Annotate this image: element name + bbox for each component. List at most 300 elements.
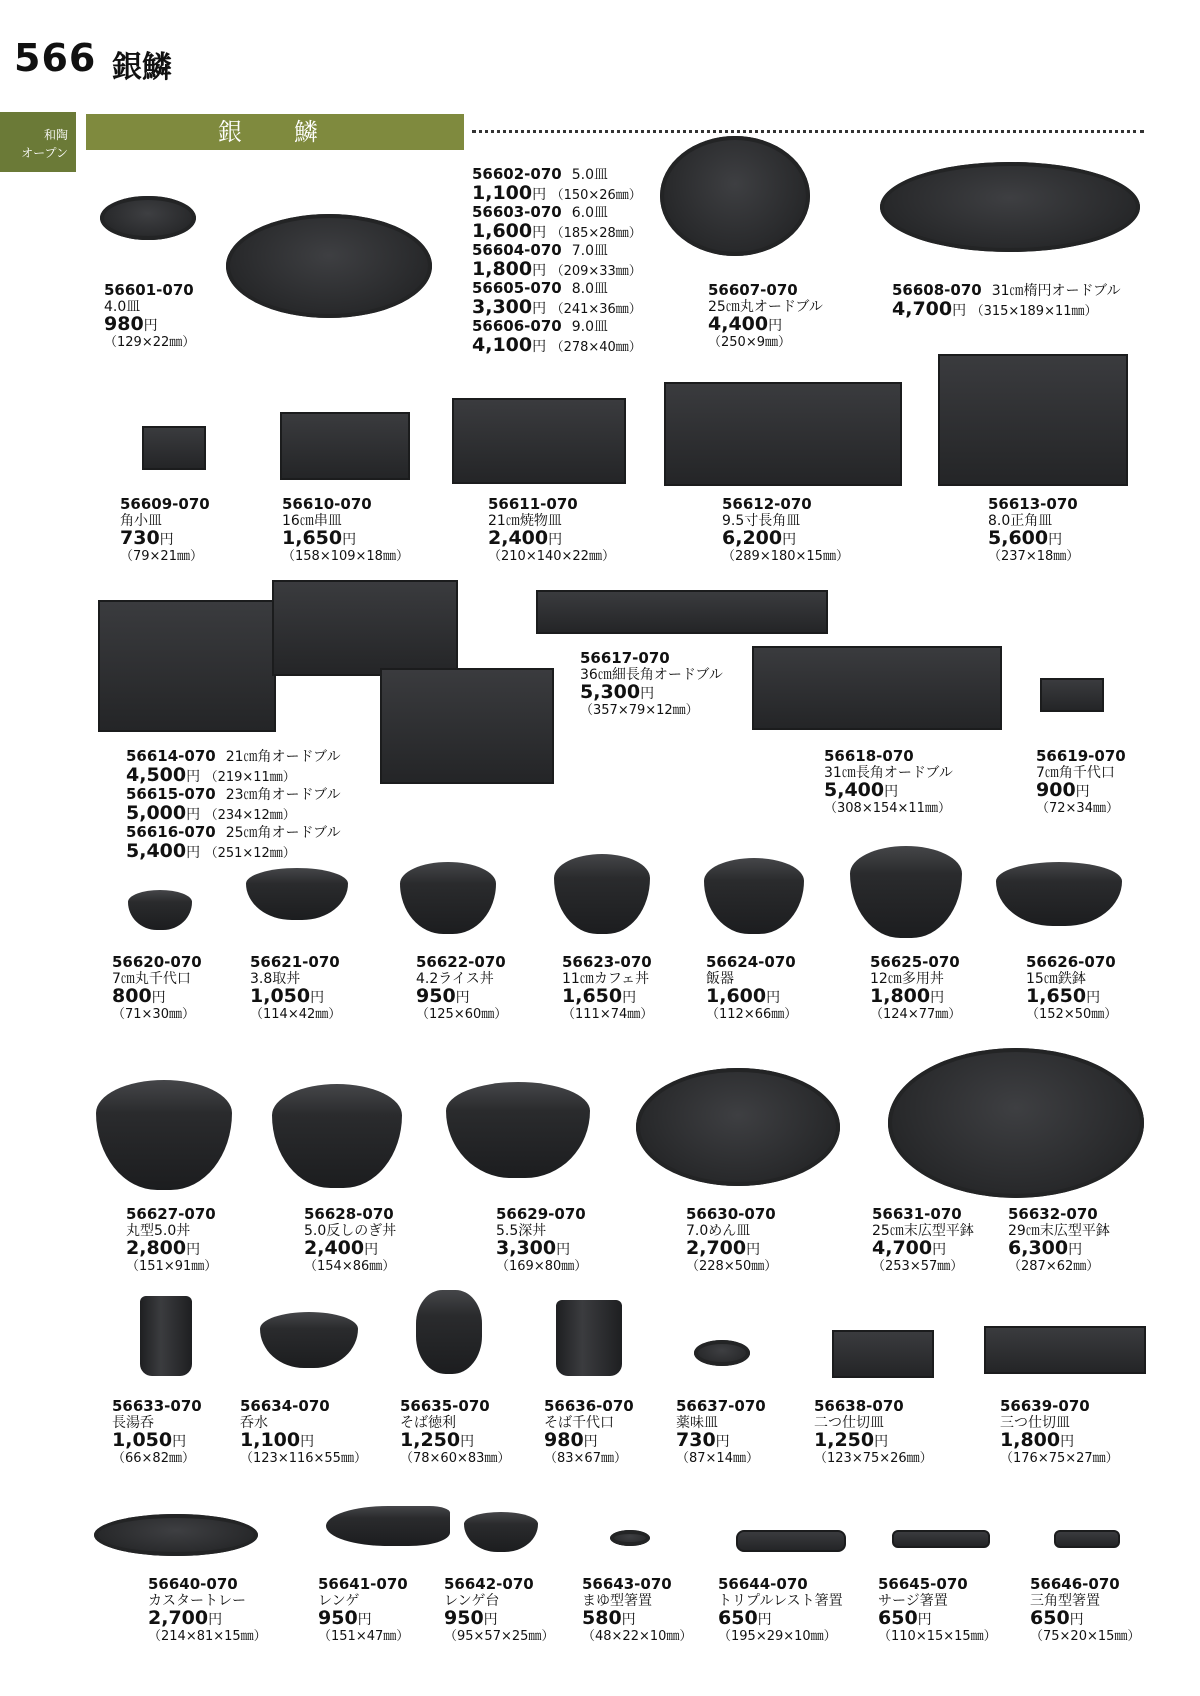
item-56636 bbox=[544, 1398, 634, 1467]
item-dim: （209×33㎜） bbox=[550, 263, 642, 279]
item-price: 4,100 bbox=[472, 333, 533, 356]
item-currency: 円 bbox=[746, 1242, 761, 1258]
item-dim: （308×154×11㎜） bbox=[824, 800, 951, 816]
item-name: カスタートレー bbox=[148, 1592, 246, 1609]
item-56634 bbox=[240, 1398, 367, 1467]
item-dim: （357×79×12㎜） bbox=[580, 702, 699, 718]
item-56630 bbox=[686, 1206, 777, 1275]
item-dim: （112×66㎜） bbox=[706, 1006, 798, 1022]
item-dim: （241×36㎜） bbox=[550, 301, 642, 317]
item-56601 bbox=[104, 282, 195, 351]
item-price: 1,100 bbox=[240, 1429, 301, 1451]
item-dim: （158×109×18㎜） bbox=[282, 548, 409, 564]
product-image-56645 bbox=[892, 1530, 990, 1548]
item-currency: 円 bbox=[159, 532, 174, 548]
item-currency: 円 bbox=[768, 318, 783, 334]
item-currency: 円 bbox=[622, 990, 637, 1006]
item-56626 bbox=[1026, 954, 1117, 1023]
item-currency: 円 bbox=[532, 186, 547, 203]
item-dim: （150×26㎜） bbox=[550, 187, 642, 203]
item-56632 bbox=[1008, 1206, 1110, 1275]
item-currency: 円 bbox=[532, 338, 547, 355]
item-name: 5.0反しのぎ丼 bbox=[304, 1222, 397, 1239]
item-dim: （214×81×15㎜） bbox=[148, 1628, 267, 1644]
item-price: 1,800 bbox=[1000, 1429, 1061, 1451]
product-image-56641 bbox=[326, 1506, 450, 1546]
item-56625 bbox=[870, 954, 961, 1023]
item-name: 16㎝串皿 bbox=[282, 512, 342, 529]
product-image-56629 bbox=[446, 1082, 590, 1178]
item-code: 56610-070 bbox=[282, 495, 372, 513]
item-code: 56624-070 bbox=[706, 953, 796, 971]
product-image-56618 bbox=[752, 646, 1002, 730]
item-dim: （129×22㎜） bbox=[104, 334, 196, 350]
item-currency: 円 bbox=[766, 990, 781, 1006]
item-56624 bbox=[706, 954, 797, 1023]
item-currency: 円 bbox=[556, 1242, 571, 1258]
item-price: 1,250 bbox=[400, 1429, 461, 1451]
item-price: 1,800 bbox=[870, 985, 931, 1007]
item-name: 6.0皿 bbox=[571, 205, 608, 221]
item-56640 bbox=[148, 1576, 267, 1645]
item-group-56602-56606 bbox=[472, 166, 642, 356]
item-price: 5,000 bbox=[126, 801, 187, 824]
item-price: 650 bbox=[1030, 1607, 1070, 1629]
item-56610 bbox=[282, 496, 409, 565]
item-currency: 円 bbox=[310, 990, 325, 1006]
item-dim: （111×74㎜） bbox=[562, 1006, 654, 1022]
item-currency: 円 bbox=[640, 686, 655, 702]
item-price: 4,400 bbox=[708, 313, 769, 335]
item-price: 6,300 bbox=[1008, 1237, 1069, 1259]
item-price: 1,800 bbox=[472, 257, 533, 280]
item-name: 7.0めん皿 bbox=[686, 1222, 751, 1239]
item-code: 56619-070 bbox=[1036, 747, 1126, 765]
item-code: 56643-070 bbox=[582, 1575, 672, 1593]
item-currency: 円 bbox=[548, 532, 563, 548]
item-56633 bbox=[112, 1398, 202, 1467]
item-code: 56617-070 bbox=[580, 649, 670, 667]
item-price: 6,200 bbox=[722, 527, 783, 549]
item-currency: 円 bbox=[1068, 1242, 1083, 1258]
item-price: 950 bbox=[444, 1607, 484, 1629]
product-image-56620 bbox=[128, 890, 192, 930]
item-name: 25㎝角オードブル bbox=[225, 825, 341, 841]
item-code: 56628-070 bbox=[304, 1205, 394, 1223]
item-code: 56618-070 bbox=[824, 747, 914, 765]
item-code: 56606-070 bbox=[472, 317, 562, 335]
product-image-56639 bbox=[984, 1326, 1146, 1374]
item-currency: 円 bbox=[186, 768, 201, 785]
item-code: 56613-070 bbox=[988, 495, 1078, 513]
item-56623 bbox=[562, 954, 653, 1023]
item-name: 7.0皿 bbox=[571, 243, 608, 259]
item-currency: 円 bbox=[932, 1242, 947, 1258]
item-dim: （48×22×10㎜） bbox=[582, 1628, 693, 1644]
item-group-56614-56616 bbox=[126, 748, 341, 862]
item-price: 1,250 bbox=[814, 1429, 875, 1451]
item-price: 950 bbox=[416, 985, 456, 1007]
item-price: 2,400 bbox=[488, 527, 549, 549]
section-band: 銀 鱗 bbox=[86, 114, 464, 150]
product-image-56644 bbox=[736, 1530, 846, 1552]
item-56643 bbox=[582, 1576, 692, 1645]
item-name: 9.0皿 bbox=[571, 319, 608, 335]
item-price: 1,100 bbox=[472, 181, 533, 204]
item-code: 56615-070 bbox=[126, 785, 216, 803]
item-currency: 円 bbox=[1060, 1434, 1075, 1450]
item-name: 12㎝多用丼 bbox=[870, 970, 944, 987]
item-code: 56603-070 bbox=[472, 203, 562, 221]
product-image-56627 bbox=[96, 1080, 232, 1190]
item-name: 36㎝細長角オードブル bbox=[580, 666, 723, 683]
item-currency: 円 bbox=[782, 532, 797, 548]
item-price: 5,400 bbox=[126, 839, 187, 862]
item-dim: （250×9㎜） bbox=[708, 334, 791, 350]
product-image-56602-56606 bbox=[226, 214, 432, 318]
item-code: 56605-070 bbox=[472, 279, 562, 297]
item-price: 2,400 bbox=[304, 1237, 365, 1259]
product-image-56611 bbox=[452, 398, 626, 484]
item-dim: （87×14㎜） bbox=[676, 1450, 759, 1466]
product-image-56642 bbox=[464, 1512, 538, 1552]
item-dim: （278×40㎜） bbox=[550, 339, 642, 355]
item-code: 56614-070 bbox=[126, 747, 216, 765]
item-name: 21㎝角オードブル bbox=[225, 749, 341, 765]
item-dim: （125×60㎜） bbox=[416, 1006, 508, 1022]
item-currency: 円 bbox=[930, 990, 945, 1006]
item-name: 三角型箸置 bbox=[1030, 1592, 1100, 1609]
product-image-56640 bbox=[94, 1514, 258, 1556]
item-dim: （154×86㎜） bbox=[304, 1258, 396, 1274]
item-name: サージ箸置 bbox=[878, 1592, 948, 1609]
item-code: 56631-070 bbox=[872, 1205, 962, 1223]
item-code: 56632-070 bbox=[1008, 1205, 1098, 1223]
item-price: 730 bbox=[120, 527, 160, 549]
item-code: 56642-070 bbox=[444, 1575, 534, 1593]
item-currency: 円 bbox=[757, 1612, 772, 1628]
item-price: 580 bbox=[582, 1607, 622, 1629]
item-56637 bbox=[676, 1398, 766, 1467]
item-dim: （315×189×11㎜） bbox=[970, 303, 1098, 319]
item-currency: 円 bbox=[532, 224, 547, 241]
item-56607 bbox=[708, 282, 823, 351]
item-dim: （151×47㎜） bbox=[318, 1628, 410, 1644]
product-image-56615 bbox=[272, 580, 458, 676]
item-dim: （124×77㎜） bbox=[870, 1006, 962, 1022]
product-image-56631-56632 bbox=[888, 1048, 1144, 1198]
item-price: 980 bbox=[104, 313, 144, 335]
item-name: 11㎝カフェ丼 bbox=[562, 970, 650, 987]
item-name: 7㎝丸千代口 bbox=[112, 970, 191, 987]
item-56627 bbox=[126, 1206, 217, 1275]
item-name: そば徳利 bbox=[400, 1414, 456, 1431]
page-title: 銀鱗 bbox=[112, 50, 172, 85]
item-code: 56641-070 bbox=[318, 1575, 408, 1593]
item-price: 5,600 bbox=[988, 527, 1049, 549]
item-currency: 円 bbox=[1069, 1612, 1084, 1628]
item-name: 呑水 bbox=[240, 1414, 268, 1431]
item-currency: 円 bbox=[455, 990, 470, 1006]
item-currency: 円 bbox=[208, 1612, 223, 1628]
item-dim: （234×12㎜） bbox=[204, 807, 296, 823]
item-name: 25㎝丸オードブル bbox=[708, 298, 823, 315]
item-currency: 円 bbox=[143, 318, 158, 334]
item-56628 bbox=[304, 1206, 396, 1275]
item-56622 bbox=[416, 954, 507, 1023]
item-dim: （151×91㎜） bbox=[126, 1258, 218, 1274]
item-currency: 円 bbox=[532, 262, 547, 279]
item-price: 4,500 bbox=[126, 763, 187, 786]
item-name: 二つ仕切皿 bbox=[814, 1414, 884, 1431]
item-price: 980 bbox=[544, 1429, 584, 1451]
item-name: レンゲ台 bbox=[444, 1592, 500, 1609]
item-currency: 円 bbox=[884, 784, 899, 800]
item-price: 1,650 bbox=[1026, 985, 1087, 1007]
item-name: 8.0皿 bbox=[571, 281, 608, 297]
item-currency: 円 bbox=[172, 1434, 187, 1450]
product-image-56608 bbox=[880, 162, 1140, 252]
item-name: 8.0正角皿 bbox=[988, 512, 1053, 529]
item-name: 29㎝末広型平鉢 bbox=[1008, 1222, 1110, 1239]
item-code: 56626-070 bbox=[1026, 953, 1116, 971]
item-code: 56645-070 bbox=[878, 1575, 968, 1593]
item-name: 15㎝鉄鉢 bbox=[1026, 970, 1086, 987]
item-name: 5.5深丼 bbox=[496, 1222, 547, 1239]
item-dim: （114×42㎜） bbox=[250, 1006, 342, 1022]
item-price: 1,650 bbox=[562, 985, 623, 1007]
item-name: 21㎝焼物皿 bbox=[488, 512, 562, 529]
item-56635 bbox=[400, 1398, 510, 1467]
item-name: 4.0皿 bbox=[104, 298, 141, 315]
item-dim: （176×75×27㎜） bbox=[1000, 1450, 1119, 1466]
item-dim: （185×28㎜） bbox=[550, 225, 642, 241]
item-code: 56639-070 bbox=[1000, 1397, 1090, 1415]
item-currency: 円 bbox=[1086, 990, 1101, 1006]
item-currency: 円 bbox=[952, 302, 967, 319]
item-currency: 円 bbox=[300, 1434, 315, 1450]
item-dim: （123×75×26㎜） bbox=[814, 1450, 933, 1466]
item-currency: 円 bbox=[917, 1612, 932, 1628]
item-code: 56623-070 bbox=[562, 953, 652, 971]
item-code: 56644-070 bbox=[718, 1575, 808, 1593]
item-56629 bbox=[496, 1206, 587, 1275]
item-name: 角小皿 bbox=[120, 512, 162, 529]
item-code: 56646-070 bbox=[1030, 1575, 1120, 1593]
item-price: 5,400 bbox=[824, 779, 885, 801]
item-currency: 円 bbox=[460, 1434, 475, 1450]
item-name: 4.2ライス丼 bbox=[416, 970, 494, 987]
item-code: 56636-070 bbox=[544, 1397, 634, 1415]
item-56613 bbox=[988, 496, 1079, 565]
item-price: 1,600 bbox=[706, 985, 767, 1007]
item-name: まゆ型箸置 bbox=[582, 1592, 652, 1609]
item-name: 9.5寸長角皿 bbox=[722, 512, 801, 529]
product-image-56621 bbox=[246, 868, 348, 920]
product-image-56643 bbox=[610, 1530, 650, 1546]
product-image-56601 bbox=[100, 196, 196, 240]
item-currency: 円 bbox=[532, 300, 547, 317]
item-dim: （228×50㎜） bbox=[686, 1258, 778, 1274]
item-56617 bbox=[580, 650, 723, 719]
item-dim: （71×30㎜） bbox=[112, 1006, 195, 1022]
item-currency: 円 bbox=[151, 990, 166, 1006]
item-56646 bbox=[1030, 1576, 1140, 1645]
item-currency: 円 bbox=[186, 844, 201, 861]
item-56609 bbox=[120, 496, 210, 565]
item-price: 1,600 bbox=[472, 219, 533, 242]
item-dim: （219×11㎜） bbox=[204, 769, 296, 785]
item-56639 bbox=[1000, 1398, 1119, 1467]
product-image-56626 bbox=[996, 862, 1122, 926]
item-code: 56630-070 bbox=[686, 1205, 776, 1223]
item-56645 bbox=[878, 1576, 997, 1645]
side-tab-line-2: オープン bbox=[21, 146, 68, 160]
product-image-56610 bbox=[280, 412, 410, 480]
item-dim: （75×20×15㎜） bbox=[1030, 1628, 1141, 1644]
item-dim: （78×60×83㎜） bbox=[400, 1450, 511, 1466]
item-price: 1,650 bbox=[282, 527, 343, 549]
item-price: 5,300 bbox=[580, 681, 641, 703]
item-dim: （289×180×15㎜） bbox=[722, 548, 849, 564]
product-image-56637 bbox=[694, 1340, 750, 1366]
item-code: 56604-070 bbox=[472, 241, 562, 259]
product-image-56619 bbox=[1040, 678, 1104, 712]
item-dim: （66×82㎜） bbox=[112, 1450, 195, 1466]
item-56631 bbox=[872, 1206, 974, 1275]
item-code: 56621-070 bbox=[250, 953, 340, 971]
item-code: 56625-070 bbox=[870, 953, 960, 971]
item-dim: （110×15×15㎜） bbox=[878, 1628, 997, 1644]
product-image-56613 bbox=[938, 354, 1128, 486]
item-56612 bbox=[722, 496, 849, 565]
item-name: 7㎝角千代口 bbox=[1036, 764, 1115, 781]
item-56644 bbox=[718, 1576, 843, 1645]
item-dim: （253×57㎜） bbox=[872, 1258, 964, 1274]
item-code: 56637-070 bbox=[676, 1397, 766, 1415]
item-56619 bbox=[1036, 748, 1126, 817]
item-code: 56609-070 bbox=[120, 495, 210, 513]
item-56611 bbox=[488, 496, 615, 565]
item-code: 56608-070 bbox=[892, 281, 982, 299]
item-price: 900 bbox=[1036, 779, 1076, 801]
item-dim: （210×140×22㎜） bbox=[488, 548, 615, 564]
product-image-56614 bbox=[98, 600, 276, 732]
product-image-56616 bbox=[380, 668, 554, 784]
item-currency: 円 bbox=[342, 532, 357, 548]
item-code: 56629-070 bbox=[496, 1205, 586, 1223]
item-code: 56620-070 bbox=[112, 953, 202, 971]
product-image-56633 bbox=[140, 1296, 192, 1376]
product-image-56636 bbox=[556, 1300, 622, 1376]
product-image-56607 bbox=[660, 136, 810, 256]
item-name: 23㎝角オードブル bbox=[225, 787, 341, 803]
item-currency: 円 bbox=[364, 1242, 379, 1258]
item-price: 650 bbox=[878, 1607, 918, 1629]
item-currency: 円 bbox=[186, 806, 201, 823]
product-image-56634 bbox=[260, 1312, 358, 1368]
item-name: 丸型5.0丼 bbox=[126, 1222, 191, 1239]
item-56621 bbox=[250, 954, 341, 1023]
item-56642 bbox=[444, 1576, 554, 1645]
item-dim: （195×29×10㎜） bbox=[718, 1628, 837, 1644]
item-price: 2,700 bbox=[148, 1607, 209, 1629]
product-image-56624 bbox=[704, 858, 804, 934]
item-price: 950 bbox=[318, 1607, 358, 1629]
side-tab-line-1: 和陶 bbox=[43, 128, 68, 142]
item-code: 56627-070 bbox=[126, 1205, 216, 1223]
item-currency: 円 bbox=[186, 1242, 201, 1258]
item-name: 飯器 bbox=[706, 970, 734, 987]
item-56641 bbox=[318, 1576, 409, 1645]
item-code: 56640-070 bbox=[148, 1575, 238, 1593]
item-currency: 円 bbox=[357, 1612, 372, 1628]
item-price: 650 bbox=[718, 1607, 758, 1629]
item-name: 薬味皿 bbox=[676, 1414, 718, 1431]
item-price: 1,050 bbox=[112, 1429, 173, 1451]
item-currency: 円 bbox=[1048, 532, 1063, 548]
item-name: 三つ仕切皿 bbox=[1000, 1414, 1070, 1431]
item-dim: （237×18㎜） bbox=[988, 548, 1080, 564]
item-currency: 円 bbox=[583, 1434, 598, 1450]
item-price: 2,800 bbox=[126, 1237, 187, 1259]
product-image-56609 bbox=[142, 426, 206, 470]
item-dim: （83×67㎜） bbox=[544, 1450, 627, 1466]
product-image-56623 bbox=[554, 854, 650, 934]
product-image-56646 bbox=[1054, 1530, 1120, 1548]
product-image-56638 bbox=[832, 1330, 934, 1378]
item-56608 bbox=[892, 282, 1121, 320]
item-dim: （79×21㎜） bbox=[120, 548, 203, 564]
item-name: 長湯呑 bbox=[112, 1414, 154, 1431]
item-code: 56602-070 bbox=[472, 165, 562, 183]
dotted-rule bbox=[472, 130, 1144, 133]
item-name: そば千代口 bbox=[544, 1414, 614, 1431]
item-56618 bbox=[824, 748, 953, 817]
product-image-56612 bbox=[664, 382, 902, 486]
item-code: 56601-070 bbox=[104, 281, 194, 299]
product-image-56622 bbox=[400, 862, 496, 934]
item-price: 4,700 bbox=[872, 1237, 933, 1259]
item-56638 bbox=[814, 1398, 933, 1467]
item-currency: 円 bbox=[715, 1434, 730, 1450]
item-dim: （169×80㎜） bbox=[496, 1258, 588, 1274]
item-price: 1,050 bbox=[250, 985, 311, 1007]
item-currency: 円 bbox=[874, 1434, 889, 1450]
item-name: 31㎝長角オードブル bbox=[824, 764, 953, 781]
product-image-56625 bbox=[850, 846, 962, 938]
item-dim: （287×62㎜） bbox=[1008, 1258, 1100, 1274]
item-code: 56634-070 bbox=[240, 1397, 330, 1415]
product-image-56630 bbox=[636, 1068, 840, 1186]
product-image-56628 bbox=[272, 1084, 402, 1188]
item-price: 4,700 bbox=[892, 297, 953, 320]
item-code: 56622-070 bbox=[416, 953, 506, 971]
item-code: 56635-070 bbox=[400, 1397, 490, 1415]
item-name: 5.0皿 bbox=[571, 167, 608, 183]
item-dim: （72×34㎜） bbox=[1036, 800, 1119, 816]
item-code: 56638-070 bbox=[814, 1397, 904, 1415]
item-name: 3.8取丼 bbox=[250, 970, 301, 987]
item-name: トリプルレスト箸置 bbox=[718, 1592, 843, 1609]
item-price: 3,300 bbox=[472, 295, 533, 318]
item-price: 2,700 bbox=[686, 1237, 747, 1259]
item-name: 31㎝楕円オードブル bbox=[991, 283, 1121, 299]
item-currency: 円 bbox=[483, 1612, 498, 1628]
page-number: 566 bbox=[14, 36, 97, 80]
item-name: レンゲ bbox=[318, 1592, 360, 1609]
item-56620 bbox=[112, 954, 202, 1023]
